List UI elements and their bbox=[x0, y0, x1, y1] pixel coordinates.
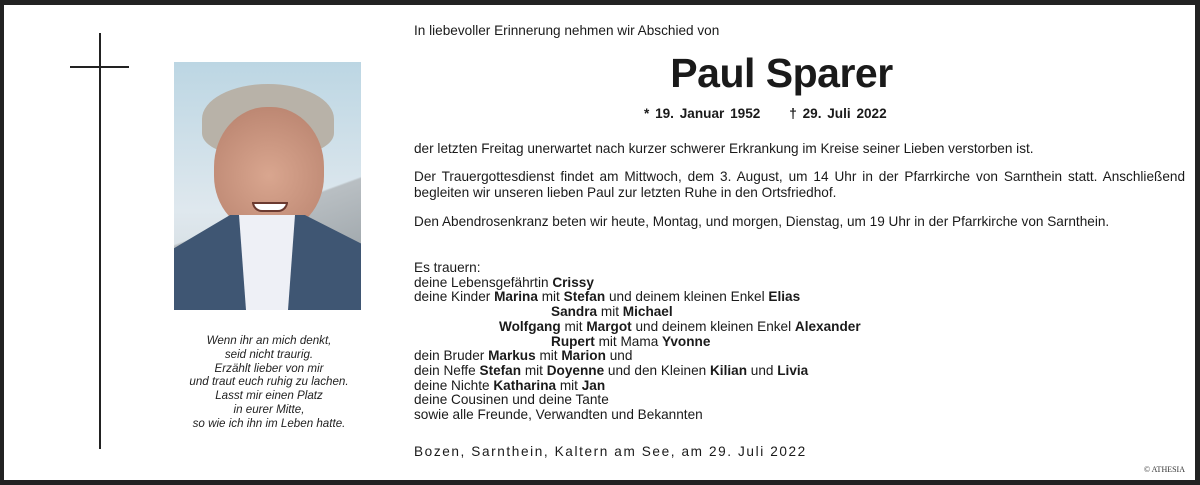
mourner-line bbox=[414, 290, 861, 305]
paragraph: Den Abendrosenkranz beten wir heute, Montag, und morgen, Dienstag, um 19 Uhr in der Pfarrkirche von Sarnthein. bbox=[414, 214, 1110, 229]
mourner-text: und den Kleinen bbox=[604, 362, 710, 378]
mourner-line bbox=[414, 349, 861, 364]
mourner-line bbox=[414, 320, 861, 335]
mourner-name: Markus bbox=[488, 348, 536, 364]
mourner-name: Crissy bbox=[552, 274, 594, 290]
mourner-text: und deinem kleinen Enkel bbox=[605, 289, 769, 305]
mourner-line bbox=[414, 364, 861, 379]
mourner-name: Marina bbox=[494, 289, 538, 305]
mourner-name: Jan bbox=[581, 377, 606, 393]
mourners-heading: Es trauern: bbox=[414, 260, 481, 275]
mourner-name: Elias bbox=[768, 289, 801, 305]
life-dates bbox=[644, 106, 887, 121]
intro-text: In liebevoller Erinnerung nehmen wir Abschied von bbox=[414, 23, 720, 38]
mourner-text: sowie alle Freunde, Verwandten und Bekannten bbox=[414, 407, 703, 423]
mourner-name: Margot bbox=[586, 318, 632, 334]
mourner-name: Yvonne bbox=[662, 333, 711, 349]
mourner-name: Stefan bbox=[479, 362, 522, 378]
mourners-list bbox=[414, 261, 861, 423]
mourner-text: dein Bruder bbox=[414, 348, 489, 364]
mourner-text: deine Lebensgefährtin bbox=[414, 274, 553, 290]
mourner-name: Rupert bbox=[551, 333, 595, 349]
paragraph: der letzten Freitag unerwartet nach kurzer schwerer Erkrankung im Kreise seiner Lieben verstorben ist. bbox=[414, 141, 1034, 156]
mourner-name: Kilian bbox=[709, 362, 747, 378]
quote-line: Wenn ihr an mich denkt, bbox=[206, 334, 332, 347]
mourner-line bbox=[414, 393, 861, 408]
mourner-name: Katharina bbox=[493, 377, 557, 393]
mourner-text: mit bbox=[521, 362, 547, 378]
mourner-text: mit bbox=[556, 377, 582, 393]
place-date: Bozen, Sarnthein, Kaltern am See, am 29. Juli 2022 bbox=[414, 444, 807, 459]
mourner-line bbox=[414, 379, 861, 394]
mourner-text: mit Mama bbox=[594, 333, 663, 349]
quote-line: in eurer Mitte, bbox=[233, 402, 305, 416]
mourner-name: Livia bbox=[777, 362, 809, 378]
mourner-text: dein Neffe bbox=[414, 362, 480, 378]
mourner-line bbox=[414, 408, 861, 423]
quote-line: Erzählt lieber von mir bbox=[214, 361, 324, 375]
mourner-name: Marion bbox=[561, 348, 606, 364]
mourner-line bbox=[414, 276, 861, 291]
mourner-text: und bbox=[747, 362, 778, 378]
mourner-text: deine Cousinen und deine Tante bbox=[414, 392, 609, 408]
obituary-notice bbox=[4, 5, 1195, 480]
portrait-photo bbox=[174, 62, 361, 310]
quote-line: seid nicht traurig. bbox=[224, 347, 314, 361]
quote-line: Lasst mir einen Platz bbox=[215, 389, 323, 403]
mourner-name: Sandra bbox=[551, 304, 598, 320]
mourner-line bbox=[414, 305, 861, 320]
mourner-name: Doyenne bbox=[546, 362, 605, 378]
paragraph: Der Trauergottesdienst findet am Mittwoch, dem 3. August, um 14 Uhr in der Pfarrkirche von Sarnthein statt. Anschließend begleiten wir unseren lieben Paul zur letzten Ruhe in den Ortsfriedhof. bbox=[414, 169, 1185, 200]
death-date: † 29. Juli 2022 bbox=[789, 106, 887, 121]
mourner-name: Alexander bbox=[794, 318, 861, 334]
quote-line: und traut euch ruhig zu lachen. bbox=[189, 375, 349, 389]
mourner-text: mit bbox=[597, 304, 623, 320]
memorial-quote bbox=[154, 334, 384, 431]
mourner-line bbox=[414, 335, 861, 350]
mourner-text: mit bbox=[535, 348, 562, 364]
mourner-text: mit bbox=[560, 318, 587, 334]
birth-date: * 19. Januar 1952 bbox=[644, 106, 761, 121]
mourner-text: deine Kinder bbox=[414, 289, 495, 305]
deceased-name: Paul Sparer bbox=[670, 50, 893, 96]
mourner-text: mit bbox=[537, 289, 564, 305]
cross-icon-bar bbox=[70, 66, 129, 68]
cross-icon bbox=[99, 33, 101, 449]
quote-line: so wie ich ihn im Leben hatte. bbox=[192, 416, 346, 430]
mourner-name: Stefan bbox=[563, 289, 606, 305]
copyright: © ATHESIA bbox=[1144, 465, 1185, 474]
mourner-name: Wolfgang bbox=[499, 318, 561, 334]
mourner-text: und deinem kleinen Enkel bbox=[631, 318, 795, 334]
mourner-text: deine Nichte bbox=[414, 377, 494, 393]
mourner-name: Michael bbox=[622, 304, 673, 320]
mourner-text: und bbox=[605, 348, 633, 364]
